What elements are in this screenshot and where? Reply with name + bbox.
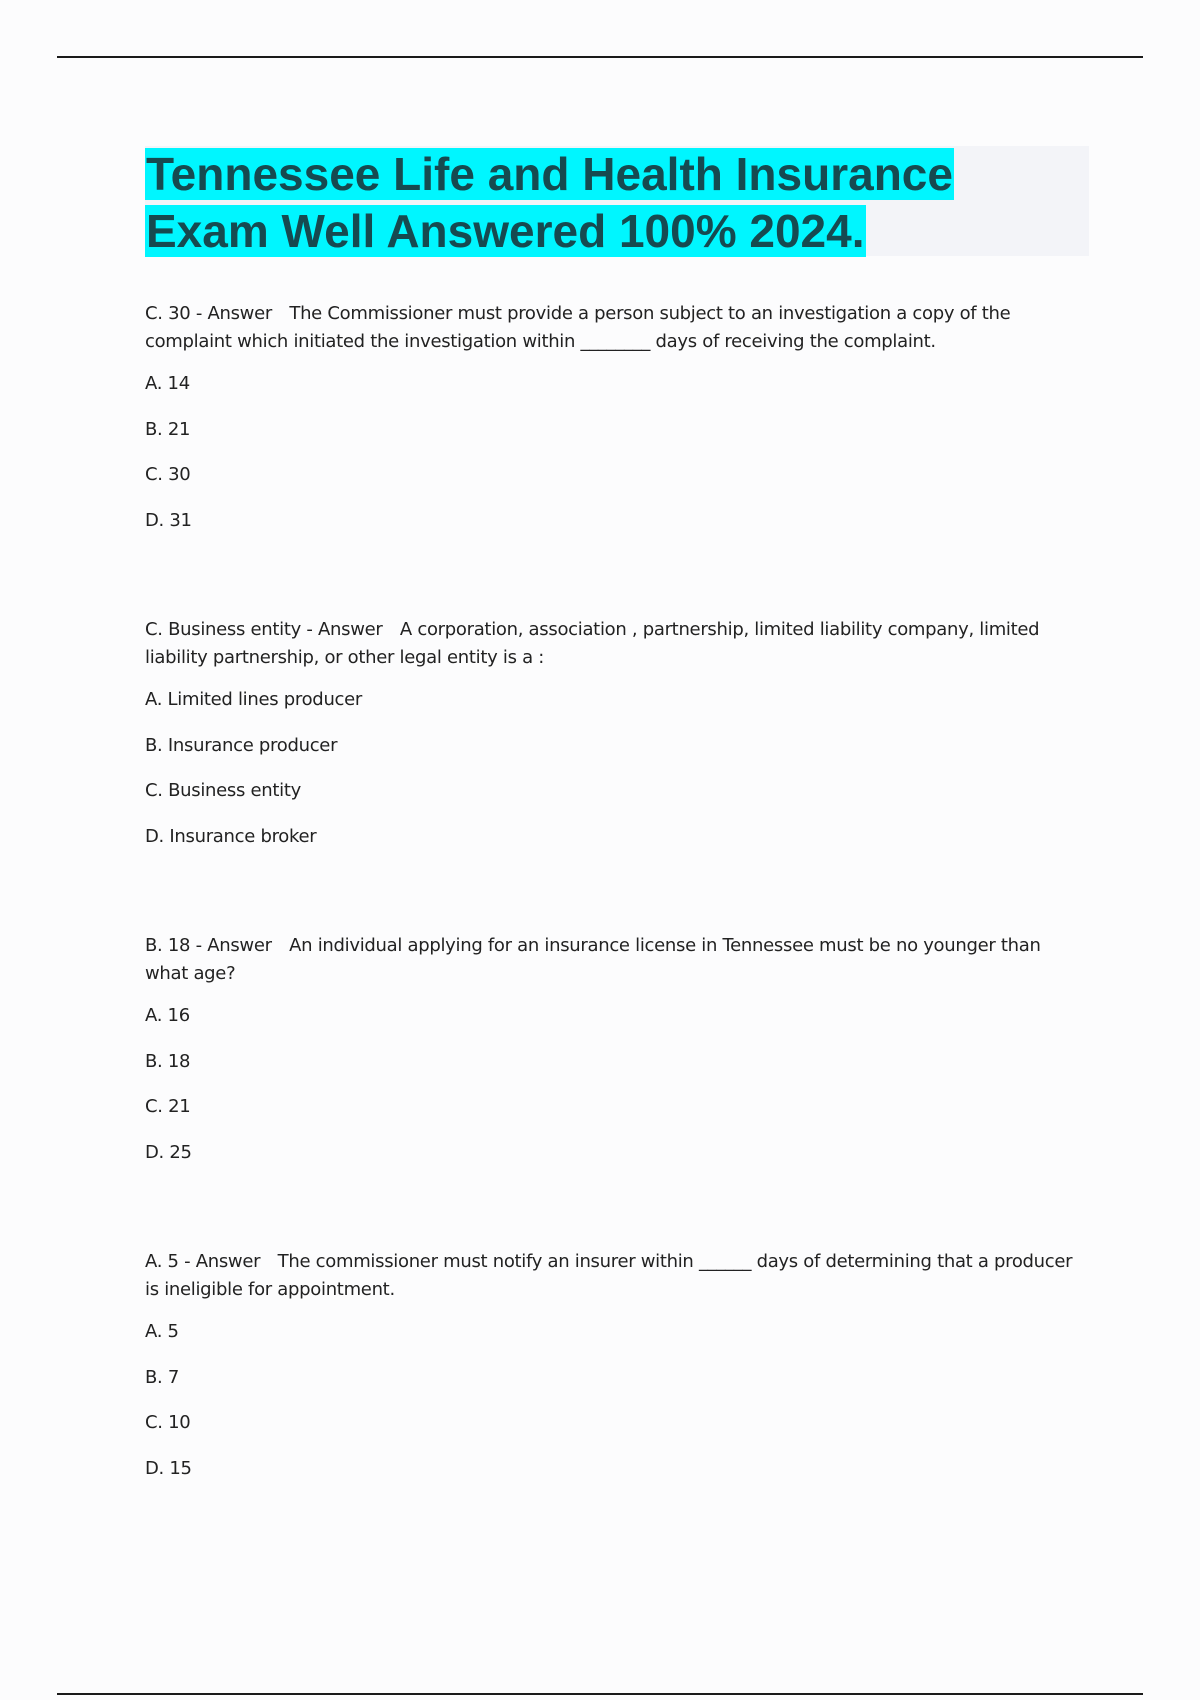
option-list (145, 686, 1075, 868)
option-item: C. 30 (145, 464, 191, 485)
option-item: C. 21 (145, 1096, 191, 1117)
question-text (145, 616, 1075, 672)
question-prompt: The commissioner must notify an insurer within ______ days of determining that a producer is ineligible for appointment. (145, 1251, 1073, 1300)
option-item: B. 7 (145, 1366, 180, 1388)
question-prompt: An individual applying for an insurance license in Tennessee must be no younger than what age? (145, 935, 1041, 984)
question-block (145, 616, 1075, 868)
question-block (145, 300, 1075, 552)
answer-label: A. 5 - Answer (145, 1251, 261, 1272)
option-list (145, 370, 1075, 552)
option-item: B. 21 (145, 418, 191, 440)
question-block (145, 1248, 1075, 1500)
option-item: B. 18 (145, 1050, 191, 1072)
question-block (145, 932, 1075, 1184)
title-block (145, 146, 1089, 256)
answer-label: C. 30 - Answer (145, 303, 272, 324)
option-item: A. 5 (145, 1321, 179, 1342)
question-prompt: The Commissioner must provide a person subject to an investigation a copy of the complaint which initiated the investigation within ________ days of receiving the complaint. (145, 303, 1011, 352)
option-item: D. Insurance broker (145, 825, 317, 847)
option-item: C. 10 (145, 1412, 191, 1433)
option-item: A. 14 (145, 373, 190, 394)
question-list (145, 300, 1075, 1564)
option-item: C. Business entity (145, 780, 301, 801)
title-line-1: Tennessee Life and Health Insurance (146, 148, 953, 200)
answer-label: B. 18 - Answer (145, 935, 272, 956)
bottom-rule (57, 1693, 1143, 1695)
question-text (145, 300, 1075, 356)
question-prompt: A corporation, association , partnership, limited liability company, limited liability partnership, or other legal entity is a : (145, 619, 1040, 668)
option-item: D. 25 (145, 1141, 192, 1163)
document-title (145, 146, 1089, 260)
option-item: D. 15 (145, 1457, 192, 1479)
question-text (145, 1248, 1075, 1304)
option-item: A. Limited lines producer (145, 689, 363, 710)
answer-label: C. Business entity - Answer (145, 619, 383, 640)
option-list (145, 1318, 1075, 1500)
question-text (145, 932, 1075, 988)
option-list (145, 1002, 1075, 1184)
top-rule (57, 56, 1143, 58)
option-item: A. 16 (145, 1005, 190, 1026)
option-item: B. Insurance producer (145, 734, 338, 756)
title-line-2: Exam Well Answered 100% 2024. (146, 205, 865, 257)
option-item: D. 31 (145, 509, 192, 531)
